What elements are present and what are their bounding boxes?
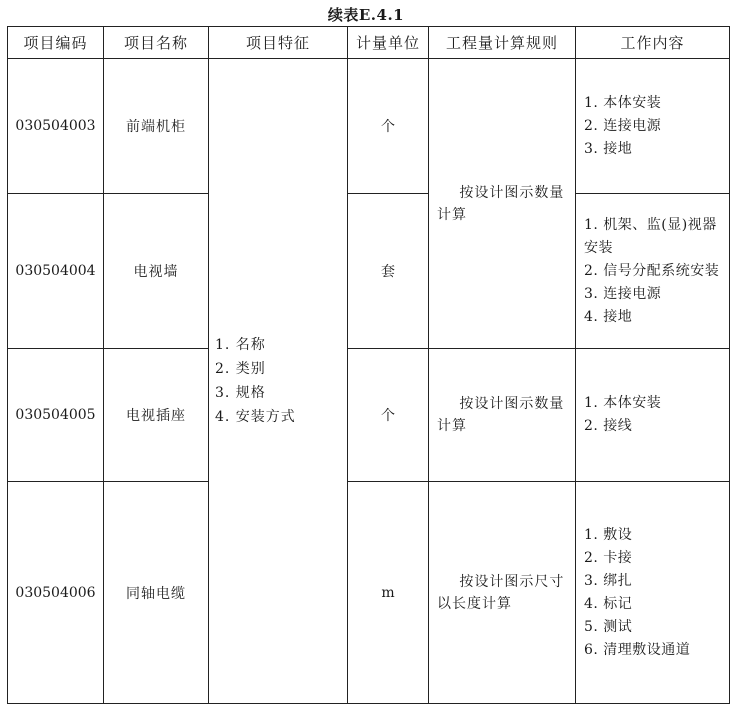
feature-line: 2. 类别 bbox=[215, 361, 266, 377]
header-item-name: 项目名称 bbox=[104, 27, 209, 59]
work-line: 2. 卡接 bbox=[584, 549, 633, 566]
calc-rule: 按设计图示尺寸以长度计算 bbox=[429, 482, 576, 704]
work-line: 3. 接地 bbox=[584, 140, 633, 157]
feature-line: 4. 安装方式 bbox=[215, 409, 296, 425]
item-unit: 个 bbox=[348, 349, 429, 482]
work-line: 1. 敷设 bbox=[584, 526, 633, 543]
work-line: 1. 本体安装 bbox=[584, 395, 662, 411]
table-row bbox=[8, 482, 730, 704]
work-line: 6. 清理敷设通道 bbox=[584, 641, 691, 658]
item-features bbox=[209, 59, 348, 704]
item-name: 电视插座 bbox=[104, 349, 209, 482]
item-unit: 套 bbox=[348, 194, 429, 349]
table-row bbox=[8, 59, 730, 194]
item-code: 030504003 bbox=[8, 59, 104, 194]
header-item-code: 项目编码 bbox=[8, 27, 104, 59]
work-line: 4. 接地 bbox=[584, 308, 633, 325]
work-content bbox=[576, 194, 730, 349]
item-code: 030504005 bbox=[8, 349, 104, 482]
work-line: 5. 测试 bbox=[584, 618, 633, 635]
calc-rule: 按设计图示数量计算 bbox=[429, 59, 576, 349]
work-line: 1. 本体安装 bbox=[584, 94, 662, 111]
work-content bbox=[576, 482, 730, 704]
work-content bbox=[576, 349, 730, 482]
work-content bbox=[576, 59, 730, 194]
work-line: 2. 信号分配系统安装 bbox=[584, 262, 720, 279]
work-line: 1. 机架、监(显)视器安装 bbox=[584, 216, 717, 256]
work-line: 3. 绑扎 bbox=[584, 572, 633, 589]
feature-line: 1. 名称 bbox=[215, 337, 266, 353]
table-title: 续表E.4.1 bbox=[327, 6, 405, 24]
item-name: 电视墙 bbox=[104, 194, 209, 349]
work-line: 3. 连接电源 bbox=[584, 285, 662, 302]
work-line: 2. 接线 bbox=[584, 418, 633, 434]
header-work-content: 工作内容 bbox=[576, 27, 730, 59]
work-line: 2. 连接电源 bbox=[584, 117, 662, 134]
table-row bbox=[8, 349, 730, 482]
item-unit: 个 bbox=[348, 59, 429, 194]
header-unit: 计量单位 bbox=[348, 27, 429, 59]
calc-rule: 按设计图示数量计算 bbox=[429, 349, 576, 482]
item-code: 030504004 bbox=[8, 194, 104, 349]
header-calc-rule: 工程量计算规则 bbox=[429, 27, 576, 59]
item-unit: m bbox=[348, 482, 429, 704]
header-item-features: 项目特征 bbox=[209, 27, 348, 59]
work-line: 4. 标记 bbox=[584, 595, 633, 612]
table-row bbox=[8, 194, 730, 349]
bill-of-quantities-table bbox=[7, 26, 730, 704]
item-code: 030504006 bbox=[8, 482, 104, 704]
item-name: 同轴电缆 bbox=[104, 482, 209, 704]
feature-line: 3. 规格 bbox=[215, 385, 266, 401]
item-name: 前端机柜 bbox=[104, 59, 209, 194]
header-row bbox=[8, 27, 730, 59]
